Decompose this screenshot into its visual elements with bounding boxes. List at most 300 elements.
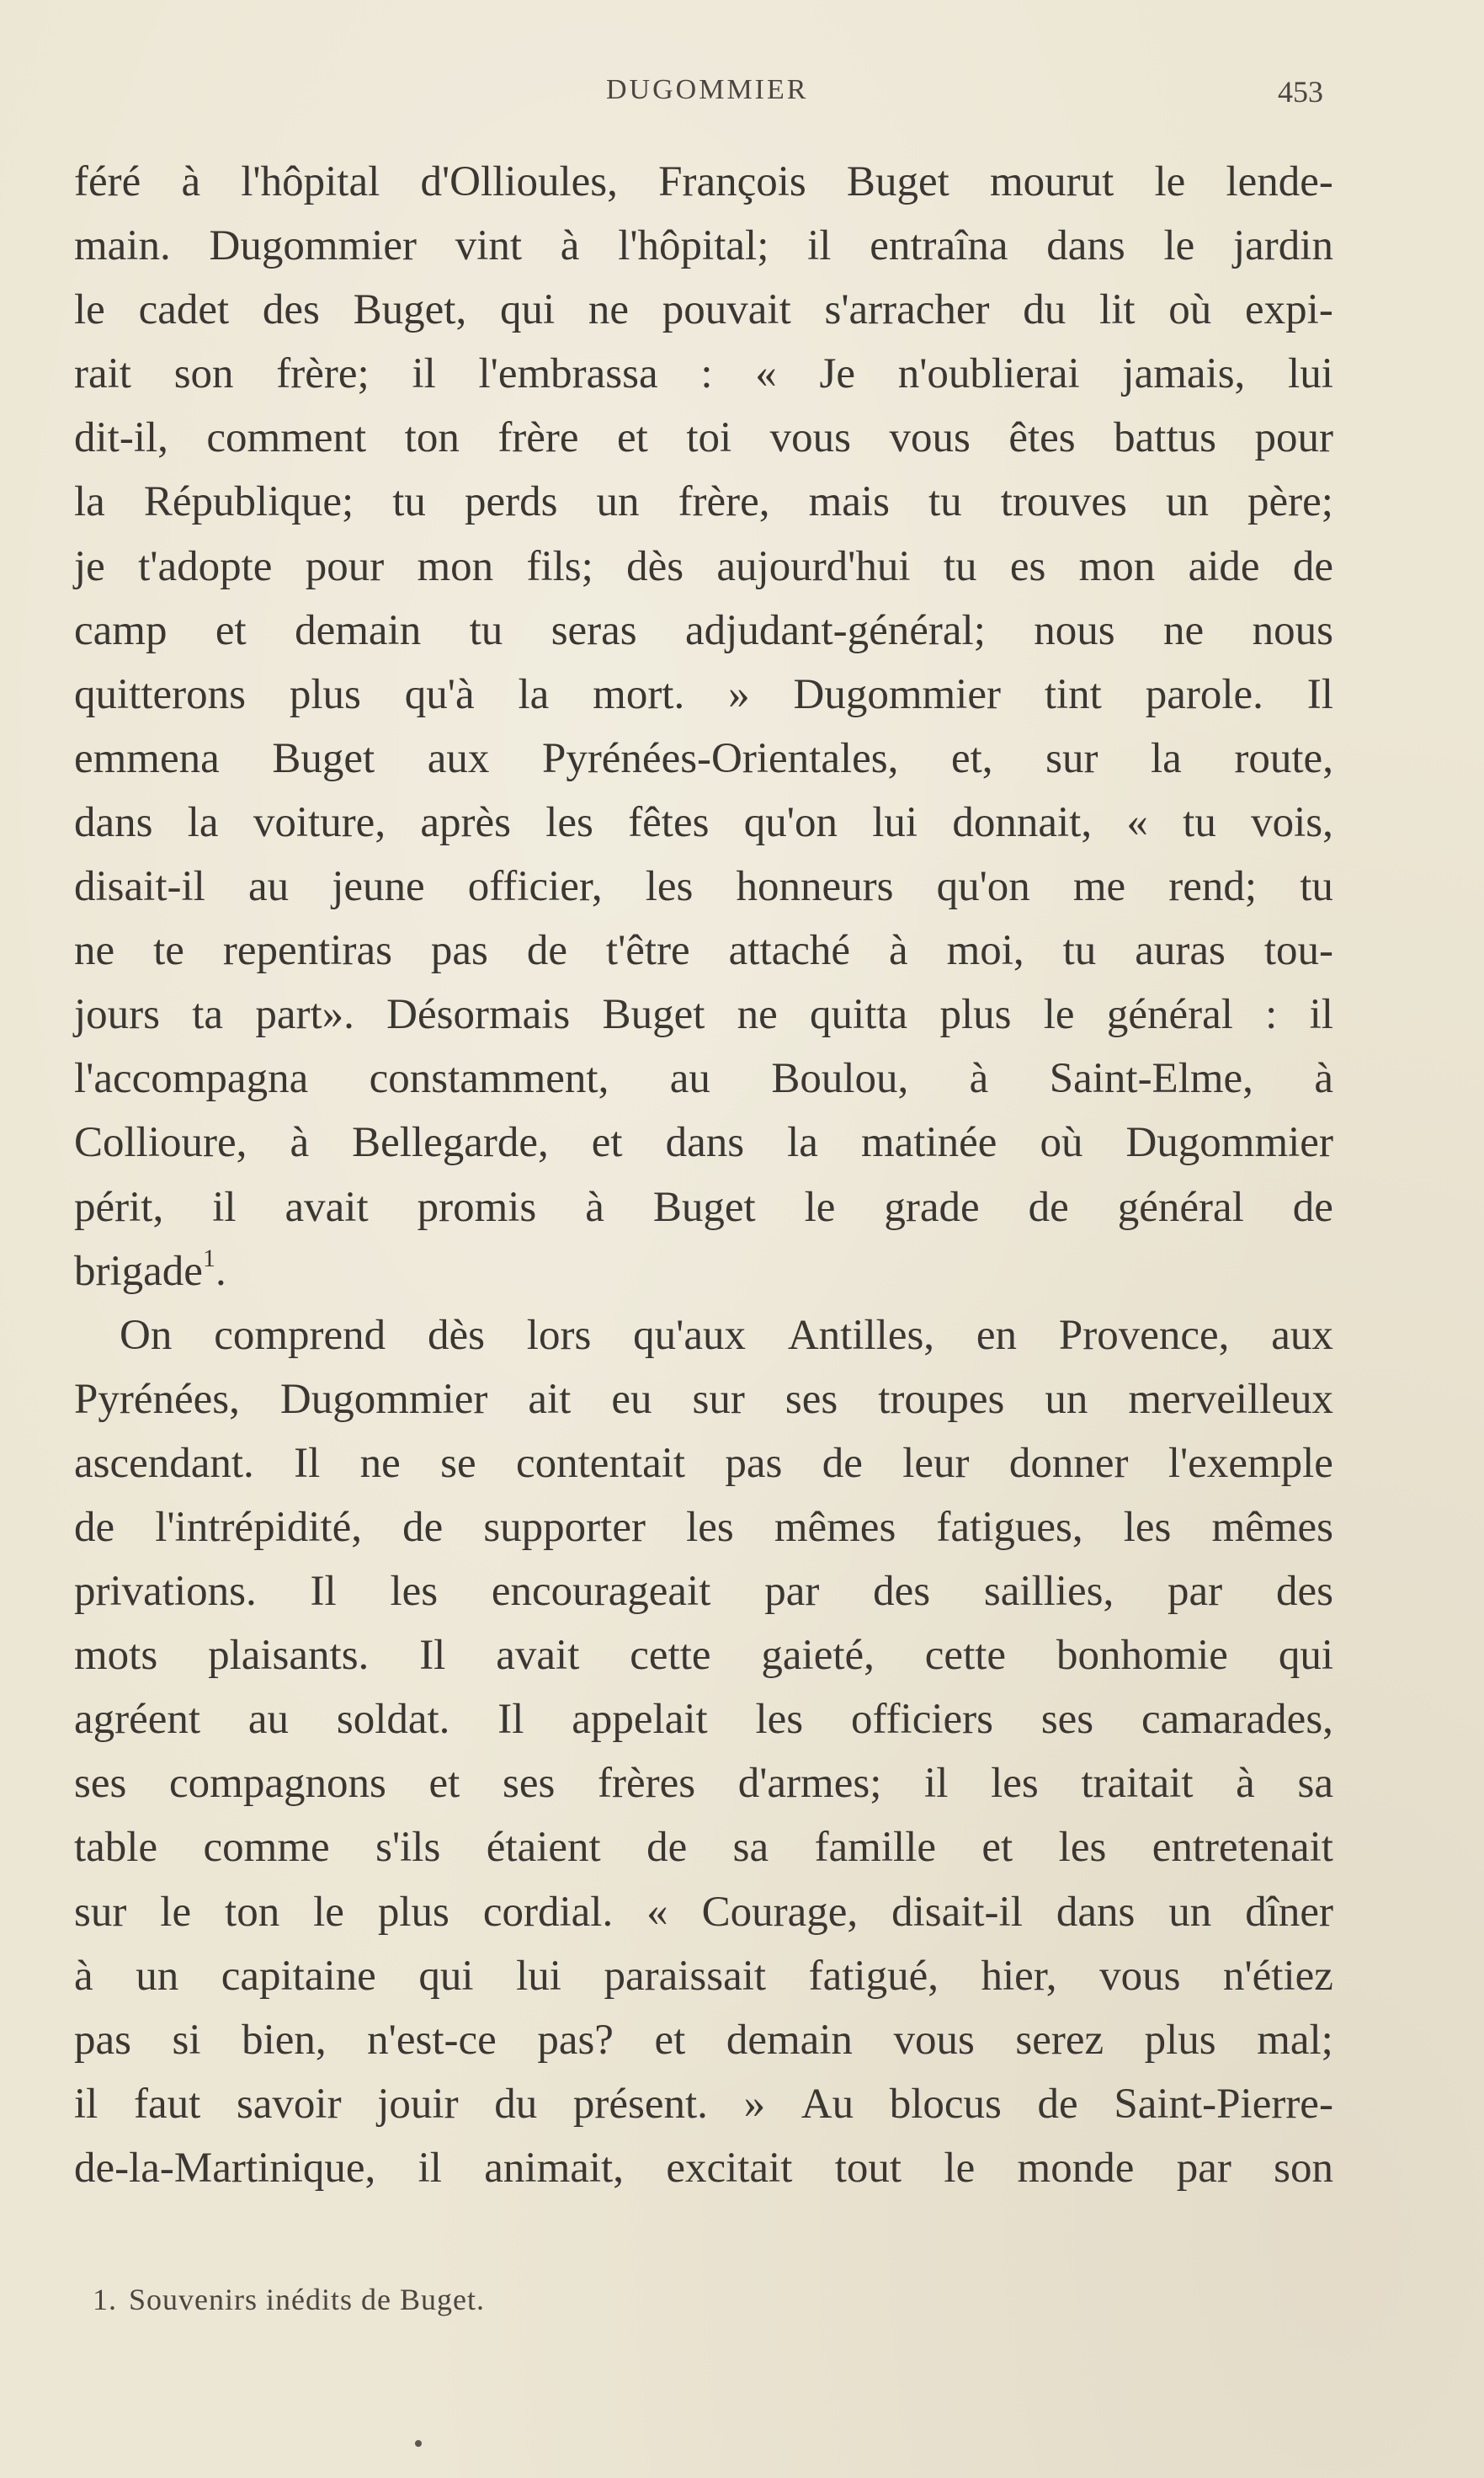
word: la: [187, 798, 219, 846]
word: jardin: [1233, 222, 1333, 270]
word: l'hôpital;: [618, 222, 769, 270]
word: un: [1165, 478, 1209, 526]
word: »: [743, 2080, 766, 2128]
word: à: [1236, 1760, 1255, 1808]
word: les: [755, 1696, 804, 1744]
word: camp: [74, 606, 168, 654]
word: ton: [225, 1888, 280, 1936]
word: table: [74, 1824, 158, 1872]
word: le: [804, 1183, 836, 1231]
word: Courage,: [701, 1888, 859, 1936]
word: tu: [1062, 927, 1097, 975]
word: plus: [289, 670, 361, 718]
word: son: [1274, 2144, 1333, 2192]
text-line: [74, 1431, 1333, 1495]
word: pas: [725, 1439, 783, 1487]
word: t'adopte: [138, 542, 273, 590]
word: et: [591, 1119, 623, 1167]
word: repentiras: [222, 927, 392, 975]
word: pas: [74, 2016, 131, 2064]
word: d'Ollioules,: [420, 158, 618, 205]
word: cette: [924, 1632, 1007, 1680]
word: ton: [404, 414, 460, 462]
word: plaisants.: [208, 1632, 370, 1680]
word: officiers: [850, 1696, 993, 1744]
word: pouvait: [662, 286, 791, 334]
word: pour: [305, 542, 385, 590]
word: route,: [1234, 734, 1333, 782]
word: Buget: [272, 734, 375, 782]
word: traitait: [1081, 1760, 1194, 1808]
word: lit: [1099, 286, 1136, 334]
text-line: [74, 727, 1333, 791]
word: de: [1292, 1183, 1333, 1231]
body-text: [74, 150, 1333, 2200]
footnote-reference: 1: [202, 1244, 215, 1272]
word: dit-il,: [74, 414, 168, 462]
word: à: [74, 1952, 93, 2000]
word: vous: [1099, 1952, 1181, 2000]
word: féré: [74, 158, 141, 205]
word: »: [728, 670, 750, 718]
word: Au: [801, 2080, 854, 2128]
word: rend;: [1168, 863, 1258, 911]
word: entretenait: [1152, 1824, 1333, 1872]
word: demain: [295, 606, 422, 654]
word: «: [1126, 798, 1148, 846]
word: s'ils: [375, 1824, 441, 1872]
word: le: [313, 1888, 344, 1936]
word: Boulou,: [771, 1055, 909, 1103]
word: encourageait: [491, 1568, 711, 1616]
word: animait,: [484, 2144, 624, 2192]
word: bien,: [242, 2016, 327, 2064]
word: de: [1028, 1183, 1069, 1231]
word: l'accompagna: [74, 1055, 309, 1103]
word: il: [1309, 991, 1333, 1039]
text-line: [74, 1815, 1333, 1879]
word: mêmes: [1211, 1503, 1333, 1551]
word: excitait: [666, 2144, 793, 2192]
text-line: [74, 983, 1333, 1047]
word: les: [545, 798, 593, 846]
word: frère,: [678, 478, 770, 526]
word: lui: [1288, 350, 1333, 398]
word: qui: [1278, 1632, 1333, 1680]
footnote-text: Souvenirs inédits de Buget.: [129, 2283, 485, 2316]
text-line: [74, 791, 1333, 855]
word: plus: [939, 991, 1012, 1039]
word: seras: [551, 606, 637, 654]
word: ascendant.: [74, 1439, 254, 1487]
text-line: [74, 1367, 1333, 1431]
word: famille: [814, 1824, 936, 1872]
word: dès: [427, 1311, 485, 1359]
word: le: [944, 2144, 976, 2192]
word: camarades,: [1141, 1696, 1333, 1744]
word: Pyrénées,: [74, 1375, 240, 1423]
word: êtes: [1008, 414, 1076, 462]
word: comprend: [214, 1311, 386, 1359]
text-line: [74, 1687, 1333, 1751]
word: qu'à: [404, 670, 475, 718]
word: matinée: [860, 1119, 997, 1167]
word: ne: [1163, 606, 1205, 654]
word: où: [1168, 286, 1212, 334]
word: agréent: [74, 1696, 201, 1744]
word: vous: [893, 2016, 975, 2064]
word: capitaine: [221, 1952, 376, 2000]
word: si: [172, 2016, 201, 2064]
word: Dugommier: [1125, 1119, 1333, 1167]
word: Buget: [846, 158, 949, 205]
running-head: [0, 74, 1484, 116]
word: donnait,: [952, 798, 1093, 846]
word: vous: [769, 414, 852, 462]
word: attaché: [728, 927, 851, 975]
word: cette: [630, 1632, 711, 1680]
word: sa: [1297, 1760, 1333, 1808]
word: n'oublierai: [897, 350, 1080, 398]
word: t'être: [605, 927, 690, 975]
word: es: [1009, 542, 1046, 590]
word: où: [1040, 1119, 1083, 1167]
word: n'est-ce: [367, 2016, 497, 2064]
word: dans: [665, 1119, 745, 1167]
text-line: [74, 535, 1333, 599]
word: à: [585, 1183, 604, 1231]
word: les: [1123, 1503, 1172, 1551]
word: le: [1043, 991, 1075, 1039]
word: et: [215, 606, 247, 654]
text-line: [74, 214, 1333, 278]
punctuation: .: [215, 1247, 226, 1295]
word: Saint-Pierre-: [1114, 2080, 1333, 2128]
word: à: [889, 927, 908, 975]
word: aujourd'hui: [716, 542, 911, 590]
word: nous: [1034, 606, 1115, 654]
word: troupes: [878, 1375, 1005, 1423]
text-line: [74, 1944, 1333, 2008]
word: jouir: [377, 2080, 459, 2128]
word: Désormais: [386, 991, 571, 1039]
text-line: [74, 2072, 1333, 2136]
text-line: [74, 278, 1333, 342]
text-line: [74, 1175, 1333, 1239]
word: grade: [884, 1183, 980, 1231]
word: jeune: [332, 863, 425, 911]
word: Dugommier: [279, 1375, 488, 1423]
word: mais: [808, 478, 890, 526]
word: se: [440, 1439, 476, 1487]
word: qui: [499, 286, 556, 334]
word: ses: [785, 1375, 838, 1423]
word: et: [654, 2016, 686, 2064]
word: :: [1265, 991, 1278, 1039]
word: et: [981, 1824, 1013, 1872]
word: expi-: [1245, 286, 1333, 334]
word: de: [526, 927, 567, 975]
word: quitterons: [74, 670, 246, 718]
word: tu: [943, 542, 977, 590]
word: tout: [834, 2144, 902, 2192]
word: ses: [502, 1760, 556, 1808]
word: sur: [692, 1375, 745, 1423]
word: l'embrassa: [478, 350, 658, 398]
word: jours: [74, 991, 160, 1039]
footnote: [93, 2282, 485, 2317]
word: par: [764, 1568, 820, 1616]
word: frère;: [276, 350, 370, 398]
word: tint: [1044, 670, 1102, 718]
word: avait: [496, 1632, 580, 1680]
word: général: [1106, 991, 1233, 1039]
text-line: [74, 1303, 1333, 1367]
word: voiture,: [253, 798, 386, 846]
word: à: [1314, 1055, 1333, 1103]
word: Provence,: [1058, 1311, 1230, 1359]
word: ses: [1040, 1696, 1094, 1744]
word: soldat.: [336, 1696, 450, 1744]
word: mort.: [593, 670, 685, 718]
word: te: [153, 927, 184, 975]
word: sur: [74, 1888, 127, 1936]
word: étaient: [486, 1824, 601, 1872]
word: de-la-Martinique,: [74, 2144, 376, 2192]
word: dans: [1046, 222, 1125, 270]
word: et,: [950, 734, 993, 782]
word: au: [247, 863, 290, 911]
word: la: [1151, 734, 1182, 782]
word: du: [494, 2080, 538, 2128]
word: monde: [1017, 2144, 1135, 2192]
word: plus: [377, 1888, 449, 1936]
word: trouves: [1000, 478, 1127, 526]
word: Antilles,: [787, 1311, 935, 1359]
word: aux: [427, 734, 490, 782]
text-line: [74, 1880, 1333, 1944]
word: ta: [192, 991, 224, 1039]
word: les: [991, 1760, 1039, 1808]
word: main.: [74, 222, 171, 270]
word: de: [1292, 542, 1333, 590]
word: disait-il: [891, 1888, 1023, 1936]
word: le: [160, 1888, 192, 1936]
word: contentait: [515, 1439, 686, 1487]
word: son: [173, 350, 234, 398]
word: d'armes;: [737, 1760, 882, 1808]
word: Buget: [652, 1183, 756, 1231]
word: des: [1275, 1568, 1333, 1616]
word: de: [402, 1503, 444, 1551]
word: honneurs: [736, 863, 894, 911]
word: lors: [526, 1311, 592, 1359]
word: parole.: [1145, 670, 1263, 718]
word: avait: [285, 1183, 369, 1231]
word: qu'aux: [633, 1311, 746, 1359]
word: par: [1176, 2144, 1231, 2192]
word: paraissait: [604, 1952, 767, 2000]
word: plus: [1144, 2016, 1216, 2064]
text-line: [74, 406, 1333, 470]
word: il: [412, 350, 436, 398]
word: bonhomie: [1056, 1632, 1228, 1680]
word: vous: [889, 414, 971, 462]
word: dîner: [1245, 1888, 1333, 1936]
word: jamais,: [1122, 350, 1246, 398]
text-line: [74, 919, 1333, 983]
paper-speck: [415, 2440, 422, 2447]
word: perds: [464, 478, 558, 526]
text-line-last: [74, 1239, 1333, 1303]
word: vois,: [1251, 798, 1333, 846]
word: République;: [143, 478, 354, 526]
text-line: [74, 1751, 1333, 1815]
word: faut: [134, 2080, 201, 2128]
word: tu: [469, 606, 503, 654]
word: disait-il: [74, 863, 205, 911]
word: aux: [1271, 1311, 1333, 1359]
word: emmena: [74, 734, 220, 782]
word: il: [418, 2144, 442, 2192]
text-line: [74, 2008, 1333, 2072]
word: privations.: [74, 1568, 257, 1616]
word: de: [646, 1824, 688, 1872]
word: :: [700, 350, 713, 398]
word: l'exemple: [1168, 1439, 1333, 1487]
word: l'hôpital: [241, 158, 380, 205]
text-line: [74, 1047, 1333, 1111]
word: il: [74, 2080, 98, 2128]
word: s'arracher: [824, 286, 990, 334]
word: dans: [1056, 1888, 1136, 1936]
word: au: [247, 1696, 290, 1744]
word: officier,: [467, 863, 603, 911]
word: compagnons: [169, 1760, 386, 1808]
word: supporter: [483, 1503, 646, 1551]
word: promis: [417, 1183, 537, 1231]
word: Buget: [602, 991, 705, 1039]
word: Il: [310, 1568, 337, 1616]
text-line: [74, 599, 1333, 663]
word: Bellegarde,: [352, 1119, 549, 1167]
word: fatigues,: [936, 1503, 1083, 1551]
word: «: [755, 350, 777, 398]
word: du: [1023, 286, 1066, 334]
word: savoir: [236, 2080, 342, 2128]
word: Collioure,: [74, 1119, 247, 1167]
word: gaieté,: [761, 1632, 875, 1680]
text-line: [74, 342, 1333, 406]
word: part».: [255, 991, 354, 1039]
word: entraîna: [870, 222, 1008, 270]
text-line: [74, 470, 1333, 534]
word: nous: [1252, 606, 1333, 654]
word: tu: [1183, 798, 1216, 846]
word: ses: [74, 1760, 127, 1808]
word: lende-: [1226, 158, 1333, 205]
word: Dugommier: [793, 670, 1001, 718]
word: cadet: [138, 286, 230, 334]
word: à: [969, 1055, 989, 1103]
word: On: [120, 1311, 173, 1359]
word: auras: [1135, 927, 1226, 975]
word: dès: [626, 542, 684, 590]
word: Il: [1306, 670, 1333, 718]
word: tu: [928, 478, 962, 526]
word: l'intrépidité,: [155, 1503, 362, 1551]
running-head-title: DUGOMMIER: [606, 74, 809, 105]
word: rait: [74, 350, 131, 398]
word: Il: [294, 1439, 321, 1487]
word: mon: [417, 542, 494, 590]
word: tu: [392, 478, 426, 526]
text-line: [74, 150, 1333, 214]
text-line: [74, 1111, 1333, 1175]
word: brigade$^1$.: [74, 1244, 226, 1295]
word: moi,: [946, 927, 1024, 975]
word: n'étiez: [1222, 1952, 1333, 2000]
word: la: [787, 1119, 818, 1167]
word: comment: [206, 414, 367, 462]
word: François: [658, 158, 806, 205]
word: périt,: [74, 1183, 164, 1231]
word: la: [74, 478, 105, 526]
word: qu'on: [936, 863, 1030, 911]
word: de: [1037, 2080, 1078, 2128]
text-line: [74, 663, 1333, 727]
word: Saint-Elme,: [1049, 1055, 1253, 1103]
text-line: [74, 2136, 1333, 2200]
word: lui: [516, 1952, 561, 2000]
word: leur: [902, 1439, 970, 1487]
word: fatigué,: [808, 1952, 939, 2000]
word: «: [646, 1888, 668, 1936]
word: me: [1072, 863, 1126, 911]
word: le: [1154, 158, 1186, 205]
word: de: [74, 1503, 115, 1551]
word: tou-: [1263, 927, 1333, 975]
word: le: [1163, 222, 1195, 270]
word: battus: [1114, 414, 1216, 462]
word: et: [428, 1760, 460, 1808]
word: général: [1117, 1183, 1244, 1231]
word: sur: [1045, 734, 1098, 782]
word: aide: [1188, 542, 1260, 590]
word: adjudant-général;: [685, 606, 986, 654]
word: ne: [359, 1439, 401, 1487]
text-line: [74, 1495, 1333, 1559]
word: mots: [74, 1632, 158, 1680]
word: Dugommier: [209, 222, 417, 270]
text-line: [74, 855, 1333, 919]
word: Pyrénées-Orientales,: [541, 734, 899, 782]
word: appelait: [572, 1696, 708, 1744]
word: ne: [588, 286, 630, 334]
word: en: [976, 1311, 1018, 1359]
word: qui: [418, 1952, 474, 2000]
word: après: [420, 798, 511, 846]
word: ne: [74, 927, 115, 975]
word: donner: [1008, 1439, 1129, 1487]
word: fêtes: [628, 798, 710, 846]
text-line: [74, 1559, 1333, 1623]
word: cordial.: [482, 1888, 614, 1936]
word: Il: [419, 1632, 446, 1680]
word: à: [560, 222, 580, 270]
word: à: [181, 158, 201, 205]
word: au: [669, 1055, 710, 1103]
